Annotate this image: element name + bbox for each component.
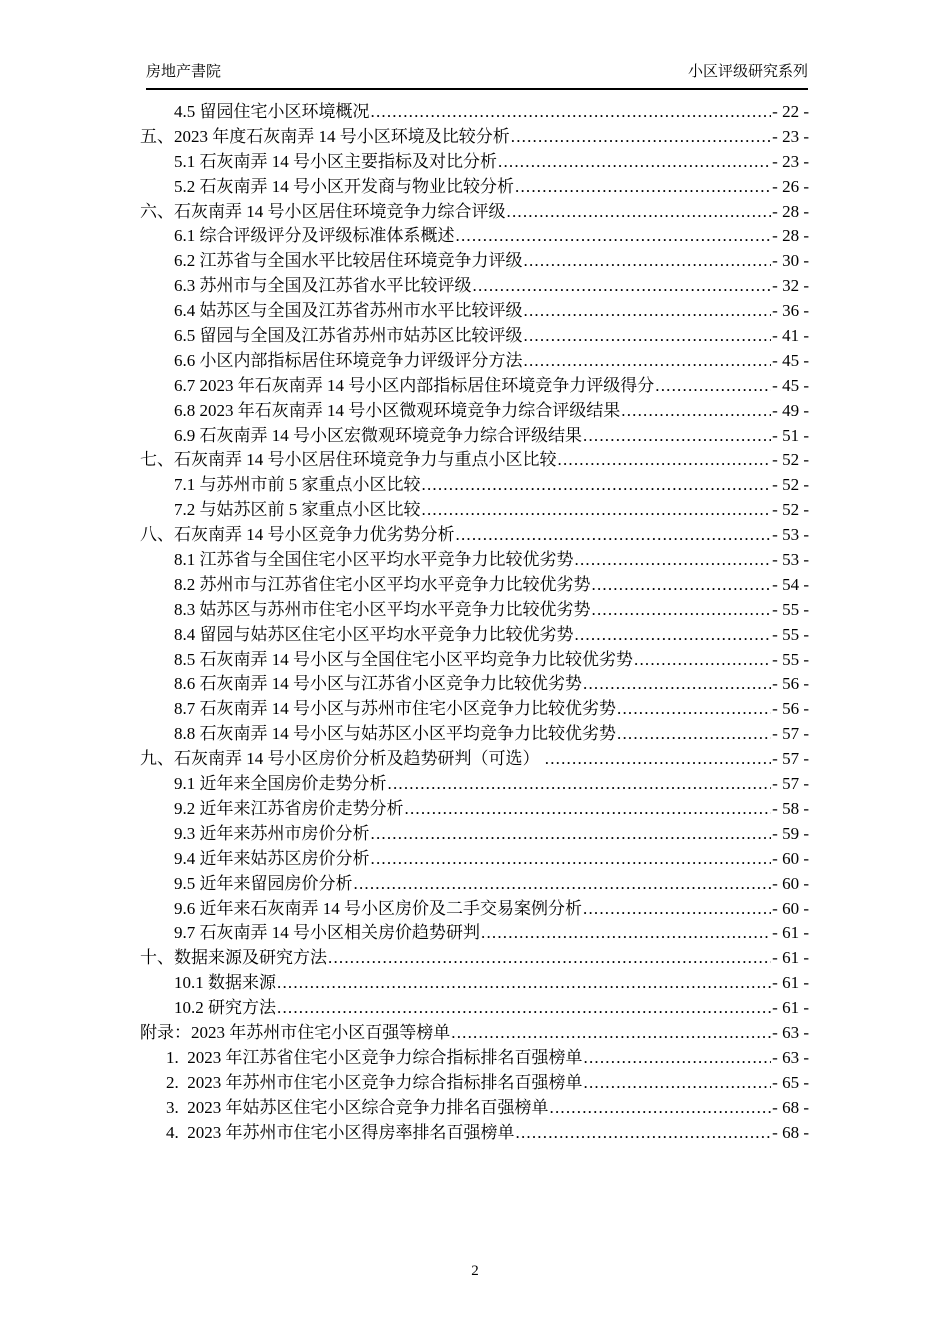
toc-entry-page: - 45 - [772,350,809,370]
toc-dot-leader [575,548,772,573]
toc-dot-leader [422,473,772,498]
toc-entry-page: - 55 - [772,599,809,619]
toc-dot-leader [422,498,772,523]
toc-entry-label: 9.5 近年来留园房价分析 [174,873,353,893]
toc-entry-page: - 30 - [772,251,809,271]
toc-entry-label: 6.4 姑苏区与全国及江苏省苏州市水平比较评级 [174,301,523,321]
toc-dot-leader [592,598,772,623]
header-left-text: 房地产書院 [146,63,222,80]
toc-entry-page: - 61 - [772,973,809,993]
toc-dot-leader [583,897,771,922]
toc-dot-leader [473,274,772,299]
toc-dot-leader [456,523,772,548]
toc-entry [140,747,809,772]
toc-dot-leader [456,224,772,249]
toc-dot-leader [524,349,772,374]
toc-entry-page: - 57 - [772,724,809,744]
toc-entry [140,697,809,722]
toc-dot-leader [584,1071,772,1096]
table-of-contents [140,100,809,1145]
toc-entry-label: 7.1 与苏州市前 5 家重点小区比较 [174,475,421,495]
toc-entry [140,1046,809,1071]
toc-entry-label: 8.8 石灰南弄 14 号小区与姑苏区小区平均竞争力比较优劣势 [174,724,616,744]
toc-entry [140,971,809,996]
toc-dot-leader [516,1121,772,1146]
toc-entry-label: 4.5 留园住宅小区环境概况 [174,102,370,121]
toc-entry-page: - 23 - [772,151,809,171]
page-number: 2 [471,1263,479,1279]
toc-entry [140,498,809,523]
toc-entry-label: 七、石灰南弄 14 号小区居住环境竞争力与重点小区比较 [140,450,557,470]
toc-entry-page: - 41 - [772,326,809,346]
toc-entry-page: - 61 - [772,923,809,943]
toc-entry-page: - 52 - [772,475,809,495]
toc-entry-label: 六、石灰南弄 14 号小区居住环境竞争力综合评级 [140,201,506,221]
toc-entry [140,299,809,324]
toc-entry-label: 十、数据来源及研究方法 [140,948,327,968]
toc-entry-label: 4. 2023 年苏州市住宅小区得房率排名百强榜单 [166,1122,515,1142]
toc-entry-label: 附录：2023 年苏州市住宅小区百强等榜单 [140,1022,451,1042]
toc-entry-page: - 55 - [772,624,809,644]
toc-entry [140,1021,809,1046]
toc-entry-page: - 32 - [772,276,809,296]
toc-dot-leader [550,1096,772,1121]
toc-entry-label: 10.2 研究方法 [174,998,276,1018]
toc-entry [140,1071,809,1096]
toc-dot-leader [634,648,771,673]
toc-entry [140,598,809,623]
toc-entry-page: - 63 - [772,1022,809,1042]
toc-entry-label: 9.2 近年来江苏省房价走势分析 [174,798,404,818]
toc-entry [140,946,809,971]
toc-dot-leader [558,448,772,473]
toc-entry [140,548,809,573]
toc-entry-label: 8.2 苏州市与江苏省住宅小区平均水平竞争力比较优劣势 [174,574,591,594]
toc-entry-page: - 54 - [772,574,809,594]
toc-entry-page: - 51 - [772,425,809,445]
toc-dot-leader [584,1046,772,1071]
toc-entry-page: - 55 - [772,649,809,669]
toc-dot-leader [592,573,772,598]
toc-entry [140,623,809,648]
toc-entry-page: - 58 - [772,798,809,818]
toc-entry [140,374,809,399]
toc-entry-page: - 68 - [772,1097,809,1117]
toc-entry-page: - 57 - [772,749,809,769]
toc-entry-page: - 56 - [772,674,809,694]
toc-entry [140,648,809,673]
toc-dot-leader [354,872,772,897]
toc-entry-label: 八、石灰南弄 14 号小区竞争力优劣势分析 [140,525,455,545]
toc-entry [140,448,809,473]
toc-entry-label: 6.3 苏州市与全国及江苏省水平比较评级 [174,276,472,296]
toc-dot-leader [511,125,771,150]
toc-entry-page: - 52 - [772,500,809,520]
toc-entry-label: 6.2 江苏省与全国水平比较居住环境竞争力评级 [174,251,523,271]
toc-entry-label: 6.1 综合评级评分及评级标准体系概述 [174,226,455,246]
header-divider [146,88,808,90]
toc-entry [140,175,809,200]
toc-entry [140,150,809,175]
toc-entry-page: - 49 - [772,400,809,420]
toc-entry-label: 9.6 近年来石灰南弄 14 号小区房价及二手交易案例分析 [174,898,582,918]
toc-entry-page: - 57 - [772,774,809,794]
toc-dot-leader [481,921,771,946]
toc-entry [140,224,809,249]
toc-entry-label: 9.7 石灰南弄 14 号小区相关房价趋势研判 [174,923,480,943]
toc-entry-page: - 53 - [772,525,809,545]
toc-entry-label: 五、2023 年度石灰南弄 14 号小区环境及比较分析 [140,126,510,146]
toc-entry-page: - 36 - [772,301,809,321]
toc-entry [140,349,809,374]
toc-dot-leader [328,946,771,971]
toc-entry-label: 9.3 近年来苏州市房价分析 [174,823,370,843]
toc-entry-label: 8.3 姑苏区与苏州市住宅小区平均水平竞争力比较优劣势 [174,599,591,619]
toc-entry [140,100,809,125]
toc-entry [140,473,809,498]
toc-entry-page: - 45 - [772,375,809,395]
toc-dot-leader [371,100,772,125]
toc-entry-label: 5.1 石灰南弄 14 号小区主要指标及对比分析 [174,151,497,171]
toc-entry [140,847,809,872]
page-header [146,62,808,82]
toc-dot-leader [371,822,772,847]
toc-entry [140,722,809,747]
toc-entry [140,324,809,349]
toc-dot-leader [524,299,772,324]
toc-entry-label: 10.1 数据来源 [174,973,276,993]
toc-entry [140,996,809,1021]
toc-entry-label: 3. 2023 年姑苏区住宅小区综合竞争力排名百强榜单 [166,1097,549,1117]
toc-dot-leader [405,797,772,822]
toc-entry [140,399,809,424]
toc-entry-page: - 61 - [772,948,809,968]
toc-entry [140,921,809,946]
toc-entry-page: - 61 - [772,998,809,1018]
toc-dot-leader [507,200,772,225]
toc-dot-leader [617,697,771,722]
toc-entry [140,772,809,797]
toc-entry [140,424,809,449]
toc-entry [140,200,809,225]
header-right-text: 小区评级研究系列 [687,63,808,80]
toc-entry-page: - 53 - [772,550,809,570]
toc-entry-label: 8.1 江苏省与全国住宅小区平均水平竞争力比较优劣势 [174,550,574,570]
toc-entry [140,523,809,548]
toc-dot-leader [655,374,771,399]
toc-entry-label: 九、石灰南弄 14 号小区房价分析及趋势研判（可选） [140,749,544,769]
toc-dot-leader [515,175,771,200]
toc-dot-leader [621,399,771,424]
toc-entry [140,672,809,697]
toc-entry-label: 8.7 石灰南弄 14 号小区与苏州市住宅小区竞争力比较优劣势 [174,699,616,719]
toc-dot-leader [388,772,772,797]
toc-entry-page: - 59 - [772,823,809,843]
toc-entry-page: - 60 - [772,873,809,893]
toc-entry-label: 8.6 石灰南弄 14 号小区与江苏省小区竞争力比较优劣势 [174,674,582,694]
toc-dot-leader [583,424,771,449]
toc-dot-leader [617,722,771,747]
toc-entry [140,897,809,922]
toc-entry-page: - 28 - [772,226,809,246]
toc-entry-page: - 65 - [772,1072,809,1092]
toc-entry-page: - 26 - [772,176,809,196]
toc-entry-label: 2. 2023 年苏州市住宅小区竞争力综合指标排名百强榜单 [166,1072,583,1092]
toc-entry [140,573,809,598]
toc-entry-page: - 60 - [772,898,809,918]
toc-dot-leader [277,971,771,996]
toc-entry-page: - 52 - [772,450,809,470]
toc-entry-page: - 60 - [772,848,809,868]
toc-entry-label: 8.5 石灰南弄 14 号小区与全国住宅小区平均竞争力比较优劣势 [174,649,633,669]
toc-entry-page: - 23 - [772,126,809,146]
toc-dot-leader [524,324,772,349]
toc-entry-page: - 63 - [772,1047,809,1067]
toc-entry [140,872,809,897]
toc-entry-label: 6.8 2023 年石灰南弄 14 号小区微观环境竞争力综合评级结果 [174,400,621,420]
toc-dot-leader [575,623,772,648]
toc-entry-label: 9.4 近年来姑苏区房价分析 [174,848,370,868]
toc-entry-page: - 56 - [772,699,809,719]
toc-entry [140,274,809,299]
toc-entry-label: 9.1 近年来全国房价走势分析 [174,774,387,794]
toc-entry-label: 1. 2023 年江苏省住宅小区竞争力综合指标排名百强榜单 [166,1047,583,1067]
toc-entry [140,249,809,274]
page-footer [0,1261,950,1281]
toc-entry [140,1096,809,1121]
toc-entry-label: 6.5 留园与全国及江苏省苏州市姑苏区比较评级 [174,326,523,346]
toc-entry [140,797,809,822]
toc-entry-label: 6.6 小区内部指标居住环境竞争力评级评分方法 [174,350,523,370]
toc-entry-label: 5.2 石灰南弄 14 号小区开发商与物业比较分析 [174,176,514,196]
toc-dot-leader [371,847,772,872]
toc-dot-leader [524,249,772,274]
toc-entry-page: - 68 - [772,1122,809,1142]
toc-entry-page: - 22 - [772,102,809,121]
toc-entry-label: 6.9 石灰南弄 14 号小区宏微观环境竞争力综合评级结果 [174,425,582,445]
toc-dot-leader [451,1021,771,1046]
toc-entry [140,125,809,150]
toc-entry [140,1121,809,1146]
toc-entry-label: 6.7 2023 年石灰南弄 14 号小区内部指标居住环境竞争力评级得分 [174,375,655,395]
toc-entry-label: 7.2 与姑苏区前 5 家重点小区比较 [174,500,421,520]
toc-entry-page: - 28 - [772,201,809,221]
toc-dot-leader [498,150,771,175]
toc-dot-leader [545,747,771,772]
toc-entry-label: 8.4 留园与姑苏区住宅小区平均水平竞争力比较优劣势 [174,624,574,644]
toc-entry [140,822,809,847]
toc-dot-leader [277,996,771,1021]
toc-dot-leader [583,672,771,697]
